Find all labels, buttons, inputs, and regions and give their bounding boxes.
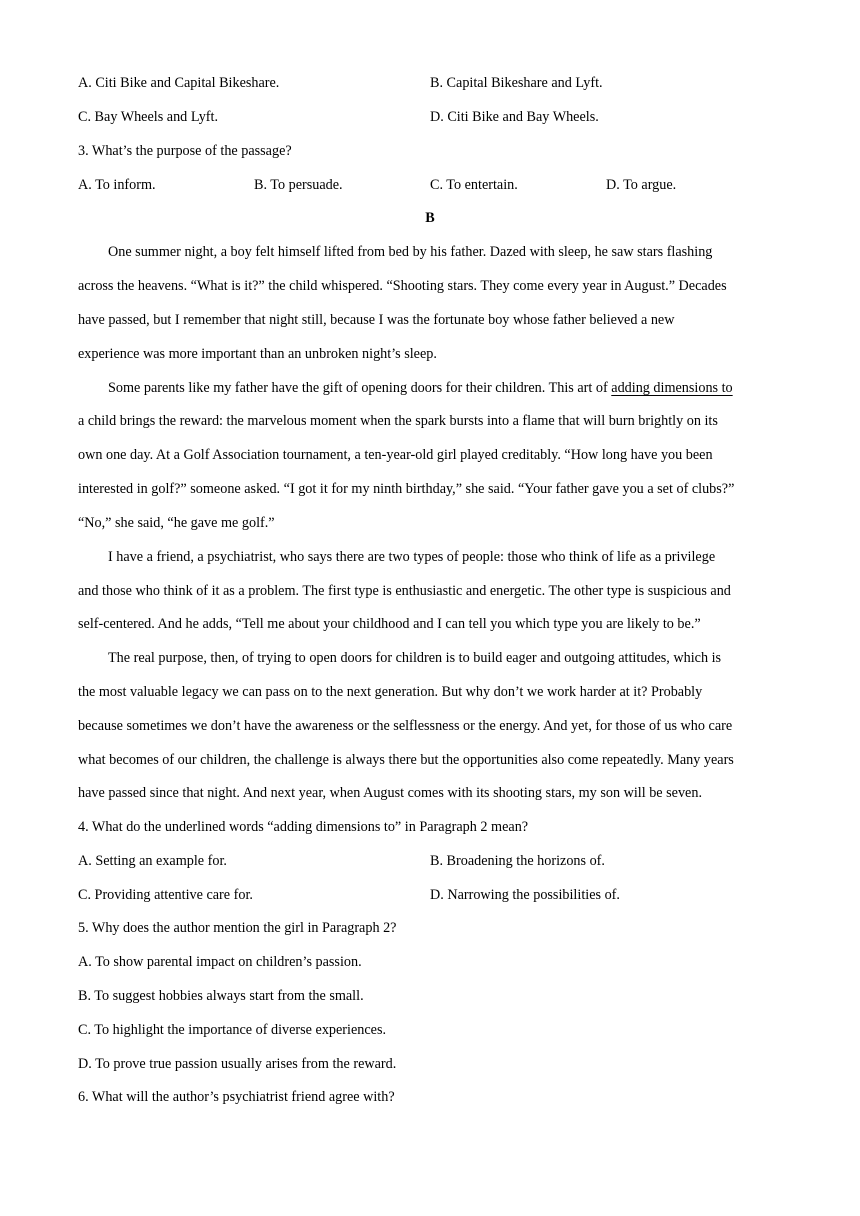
paragraph-4-line: have passed since that night. And next year, when August comes with its shooting stars, my son will be seven. bbox=[78, 785, 702, 801]
q5-option-c: C. To highlight the importance of diverse experiences. bbox=[78, 1022, 387, 1038]
paragraph-3-line: self-centered. And he adds, “Tell me about your childhood and I can tell you which type you are likely to be.” bbox=[78, 616, 701, 632]
q4-question: 4. What do the underlined words “adding dimensions to” in Paragraph 2 mean? bbox=[78, 819, 529, 835]
q3-question: 3. What’s the purpose of the passage? bbox=[78, 143, 292, 159]
q5-option-a: A. To show parental impact on children’s passion. bbox=[78, 954, 362, 970]
paragraph-4-line: The real purpose, then, of trying to open doors for children is to build eager and outgoing attitudes, which is bbox=[108, 650, 722, 666]
q3-option-d: D. To argue. bbox=[606, 177, 677, 193]
paragraph-2-first-line bbox=[108, 378, 733, 398]
paragraph-2-line: own one day. At a Golf Association tournament, a ten-year-old girl played creditably. “How long have you been bbox=[78, 447, 713, 463]
q4-option-d: D. Narrowing the possibilities of. bbox=[430, 887, 620, 903]
paragraph-4-line: what becomes of our children, the challenge is always there but the opportunities also come repeatedly. Many years bbox=[78, 752, 734, 768]
paragraph-2-line: interested in golf?” someone asked. “I got it for my ninth birthday,” she said. “Your father gave you a set of clubs?” bbox=[78, 481, 735, 497]
q4-option-c: C. Providing attentive care for. bbox=[78, 887, 253, 903]
underlined-phrase: adding dimensions to bbox=[611, 380, 733, 396]
q2-option-d: D. Citi Bike and Bay Wheels. bbox=[430, 109, 599, 125]
paragraph-2-line: a child brings the reward: the marvelous moment when the spark bursts into a flame that will burn brightly on its bbox=[78, 413, 718, 429]
q5-option-b: B. To suggest hobbies always start from the small. bbox=[78, 988, 364, 1004]
q3-option-c: C. To entertain. bbox=[430, 177, 518, 193]
q3-option-a: A. To inform. bbox=[78, 177, 156, 193]
paragraph-1-line: experience was more important than an unbroken night’s sleep. bbox=[78, 346, 437, 362]
q2-option-c: C. Bay Wheels and Lyft. bbox=[78, 109, 219, 125]
paragraph-4-line: because sometimes we don’t have the awareness or the selflessness or the energy. And yet, for those of us who care bbox=[78, 718, 733, 734]
paragraph-1-line: have passed, but I remember that night still, because I was the fortunate boy whose father believed a new bbox=[78, 312, 675, 328]
q4-option-b: B. Broadening the horizons of. bbox=[430, 853, 605, 869]
paragraph-4-line: the most valuable legacy we can pass on to the next generation. But why don’t we work harder at it? Probably bbox=[78, 684, 703, 700]
paragraph-3-line: and those who think of it as a problem. The first type is enthusiastic and energetic. The other type is suspicious and bbox=[78, 583, 731, 599]
q5-option-d: D. To prove true passion usually arises from the reward. bbox=[78, 1056, 397, 1072]
q2-option-b: B. Capital Bikeshare and Lyft. bbox=[430, 75, 603, 91]
section-heading: B bbox=[425, 210, 435, 226]
paragraph-1-line: across the heavens. “What is it?” the child whispered. “Shooting stars. They come every year in August.” Decades bbox=[78, 278, 727, 294]
paragraph-2-line: “No,” she said, “he gave me golf.” bbox=[78, 515, 275, 531]
q5-question: 5. Why does the author mention the girl in Paragraph 2? bbox=[78, 920, 397, 936]
paragraph-2-text: Some parents like my father have the gift of opening doors for their children. This art of bbox=[108, 380, 612, 396]
paragraph-1-line: One summer night, a boy felt himself lifted from bed by his father. Dazed with sleep, he saw stars flashing bbox=[108, 244, 713, 260]
q4-option-a: A. Setting an example for. bbox=[78, 853, 227, 869]
q2-option-a: A. Citi Bike and Capital Bikeshare. bbox=[78, 75, 280, 91]
q6-question: 6. What will the author’s psychiatrist friend agree with? bbox=[78, 1089, 395, 1105]
paragraph-3-line: I have a friend, a psychiatrist, who says there are two types of people: those who think of life as a privilege bbox=[108, 549, 716, 565]
q3-option-b: B. To persuade. bbox=[254, 177, 343, 193]
